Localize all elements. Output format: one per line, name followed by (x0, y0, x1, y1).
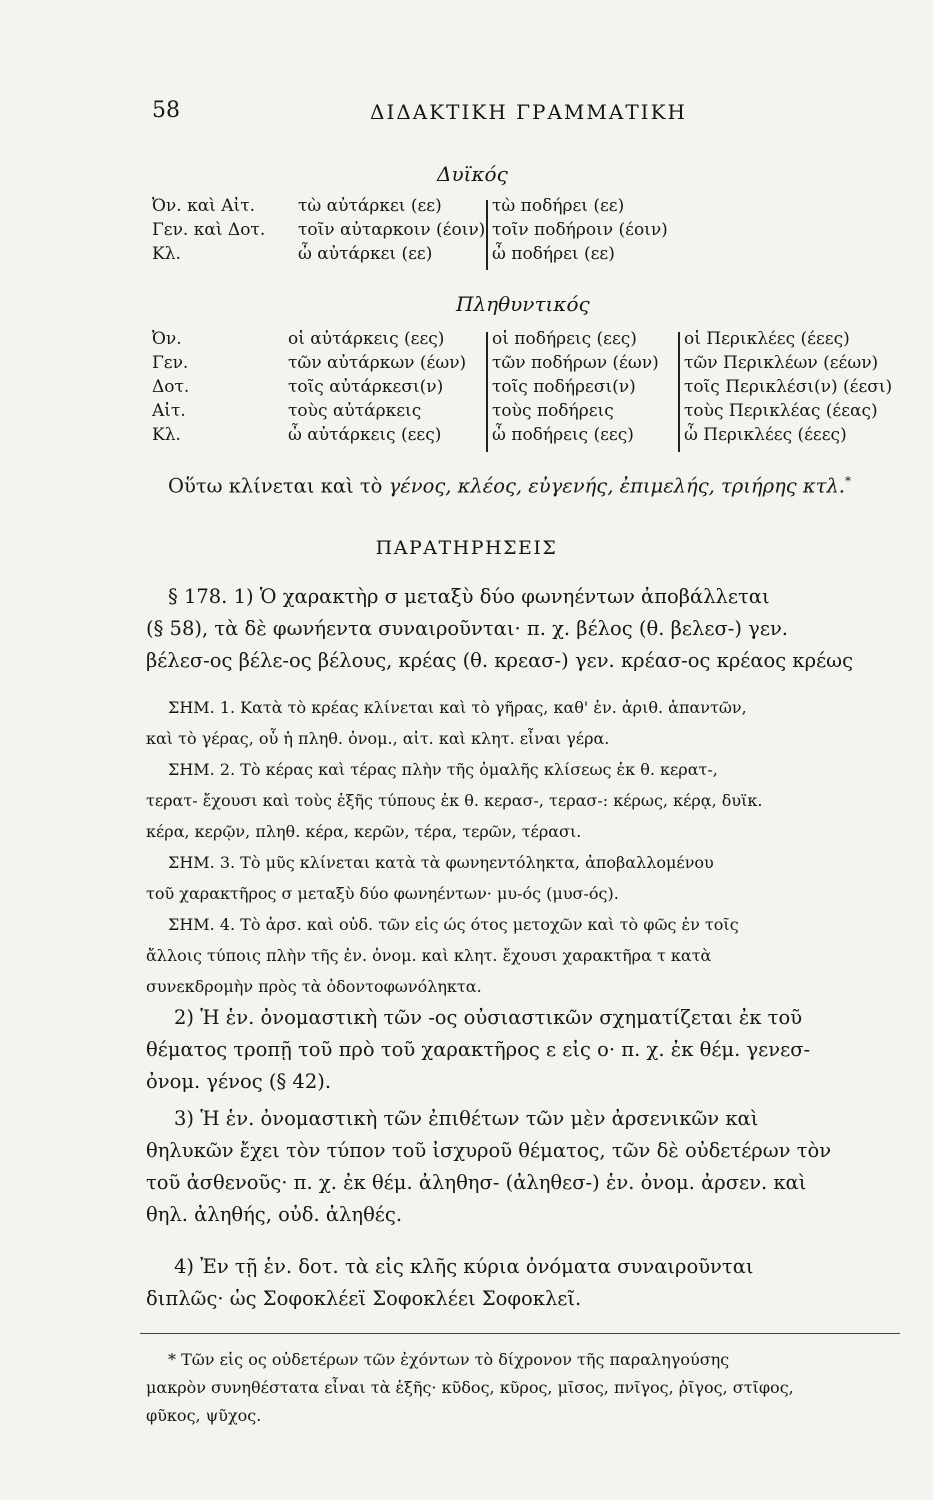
note-3-line: ΣΗΜ. 3. Τὸ μῦς κλίνεται κατὰ τὰ φωνηεντόληκτα, ἀποβαλλομένου (168, 853, 714, 872)
note-4-line: ἄλλοις τύποις πλὴν τῆς ἑν. ὀνομ. καὶ κλητ. ἔχουσι χαρακτῆρα τ κατὰ (146, 946, 712, 965)
note-2-line: τερατ- ἔχουσι καὶ τοὺς ἑξῆς τύπους ἐκ θ. κερασ-, τερασ-: κέρως, κέρᾳ, δυϊκ. (146, 791, 763, 810)
cell-poderes: τοὺς ποδήρεις (492, 401, 614, 421)
section-heading: ΠΑΡΑΤΗΡΗΣΕΙΣ (375, 537, 558, 559)
cell-autarkes: ὦ αὐτάρκεις (εες) (288, 425, 442, 445)
paragraph-4 (146, 1251, 906, 1315)
case-label: Κλ. (152, 425, 181, 445)
case-label: Κλ. (152, 244, 181, 264)
column-divider (486, 200, 488, 270)
page-number: 58 (152, 98, 180, 123)
text-line: ὀνομ. γένος (§ 42). (146, 1070, 332, 1093)
cell-poderes: ὦ ποδήρεις (εες) (492, 425, 634, 445)
paragraph-178 (146, 581, 906, 677)
case-label: Ὀν. (152, 329, 182, 349)
case-label: Γεν. (152, 353, 189, 373)
case-label: Αἰτ. (152, 401, 186, 421)
cell-perikles: τοὺς Περικλέας (έεας) (684, 401, 878, 421)
declension-lead: Οὕτω κλίνεται καὶ τὸ (168, 474, 383, 498)
footnote-line: φῦκος, ψῦχος. (146, 1406, 262, 1425)
text-line: θηλυκῶν ἔχει τὸν τύπον τοῦ ἰσχυροῦ θέματος, τῶν δὲ οὐδετέρων τὸν (146, 1139, 832, 1162)
cell-poderes: οἱ ποδήρεις (εες) (492, 329, 637, 349)
column-divider (486, 332, 488, 452)
cell-perikles: τοῖς Περικλέσι(ν) (έεσι) (684, 377, 893, 397)
cell-autarkes: οἱ αὐτάρκεις (εες) (288, 329, 445, 349)
footnote-marker: * (845, 474, 852, 488)
column-divider (678, 332, 680, 452)
case-label: Γεν. καὶ Δοτ. (152, 220, 266, 240)
cell-autarkes: ὦ αὐτάρκει (εε) (298, 244, 433, 264)
footnote-line: * Τῶν εἰς ος οὐδετέρων τῶν ἐχόντων τὸ δίχρονον τῆς παραληγούσης (168, 1350, 730, 1369)
note-1-line: καὶ τὸ γέρας, οὗ ἡ πληθ. ὀνομ., αἰτ. καὶ κλητ. εἶναι γέρα. (146, 729, 610, 748)
note-2-line: κέρα, κερῷν, πληθ. κέρα, κερῶν, τέρα, τερῶν, τέρασι. (146, 822, 582, 841)
text-line: 3) Ἡ ἑν. ὀνομαστικὴ τῶν ἐπιθέτων τῶν μὲν ἀρσενικῶν καὶ (174, 1107, 759, 1130)
notes-block (146, 692, 906, 1002)
note-4-line: ΣΗΜ. 4. Τὸ ἀρσ. καὶ οὐδ. τῶν εἰς ώς ότος μετοχῶν καὶ τὸ φῶς ἐν τοῖς (168, 915, 739, 934)
footnote (146, 1346, 906, 1430)
text-line: τοῦ ἀσθενοῦς· π. χ. ἐκ θέμ. ἀληθησ- (ἀληθεσ-) ἑν. ὀνομ. ἀρσεν. καὶ (146, 1171, 807, 1194)
running-title: ΔΙΔΑΚΤΙΚΗ ΓΡΑΜΜΑΤΙΚΗ (370, 100, 687, 124)
cell-poderes: ὦ ποδήρει (εε) (492, 244, 615, 264)
note-2-line: ΣΗΜ. 2. Τὸ κέρας καὶ τέρας πλὴν τῆς ὁμαλῆς κλίσεως ἐκ θ. κερατ-, (168, 760, 718, 779)
case-label: Δοτ. (152, 377, 190, 397)
cell-perikles: τῶν Περικλέων (εέων) (684, 353, 879, 373)
note-3-line: τοῦ χαρακτῆρος σ μεταξὺ δύο φωνηέντων· μυ-ός (μυσ-ός). (146, 884, 619, 903)
text-line: 2) Ἡ ἑν. ὀνομαστικὴ τῶν -ος οὐσιαστικῶν σχηματίζεται ἐκ τοῦ (174, 1006, 803, 1029)
cell-autarkes: τοῖν αὐταρκοιν (έοιν) (298, 220, 486, 240)
cell-poderes: τῶν ποδήρων (έων) (492, 353, 659, 373)
cell-poderes: τοῖς ποδήρεσι(ν) (492, 377, 636, 397)
cell-autarkes: τὼ αὐτάρκει (εε) (298, 196, 442, 216)
declension-note (168, 474, 851, 498)
cell-perikles: οἱ Περικλέες (έεες) (684, 329, 850, 349)
cell-perikles: ὦ Περικλέες (έεες) (684, 425, 847, 445)
text-line: θέματος τροπῇ τοῦ πρὸ τοῦ χαρακτῆρος ε εἰς ο· π. χ. ἐκ θέμ. γενεσ- (146, 1038, 811, 1061)
cell-poderes: τοῖν ποδήροιν (έοιν) (492, 220, 668, 240)
text-line: (§ 58), τὰ δὲ φωνήεντα συναιροῦνται· π. χ. βέλος (θ. βελεσ-) γεν. (146, 617, 788, 640)
footnote-line: μακρὸν συνηθέστατα εἶναι τὰ ἑξῆς· κῦδος, κῦρος, μῖσος, πνῖγος, ῥῖγος, στῖφος, (146, 1378, 794, 1397)
text-line: βέλεσ-ος βέλε-ος βέλους, κρέας (θ. κρεασ-) γεν. κρέασ-ος κρέαος κρέως (146, 649, 853, 672)
note-1-line: ΣΗΜ. 1. Κατὰ τὸ κρέας κλίνεται καὶ τὸ γῆρας, καθ' ἑν. ἀριθ. ἁπαντῶν, (168, 698, 747, 717)
text-line: § 178. 1) Ὁ χαρακτὴρ σ μεταξὺ δύο φωνηέντων ἀποβάλλεται (168, 585, 770, 608)
dual-section-title: Δυϊκός (437, 162, 508, 186)
case-label: Ὀν. καὶ Αἰτ. (152, 196, 256, 216)
cell-autarkes: τῶν αὐτάρκων (έων) (288, 353, 467, 373)
text-line: 4) Ἐν τῇ ἑν. δοτ. τὰ εἰς κλῆς κύρια ὀνόματα συναιροῦνται (174, 1255, 754, 1278)
cell-autarkes: τοῖς αὐτάρκεσι(ν) (288, 377, 444, 397)
declension-words: γένος, κλέος, εὐγενής, ἐπιμελής, τριήρης κτλ. (388, 474, 846, 498)
paragraph-2 (146, 1002, 906, 1098)
cell-poderes: τὼ ποδήρει (εε) (492, 196, 625, 216)
paragraph-3 (146, 1103, 906, 1231)
text-line: θηλ. ἀληθής, οὐδ. ἀληθές. (146, 1203, 403, 1226)
footnote-rule (140, 1333, 900, 1334)
text-line: διπλῶς· ὡς Σοφοκλέεϊ Σοφοκλέει Σοφοκλεῖ. (146, 1287, 582, 1310)
note-4-line: συνεκδρομὴν πρὸς τὰ ὀδοντοφωνόληκτα. (146, 977, 482, 996)
cell-autarkes: τοὺς αὐτάρκεις (288, 401, 422, 421)
plural-section-title: Πληθυντικός (456, 292, 590, 316)
